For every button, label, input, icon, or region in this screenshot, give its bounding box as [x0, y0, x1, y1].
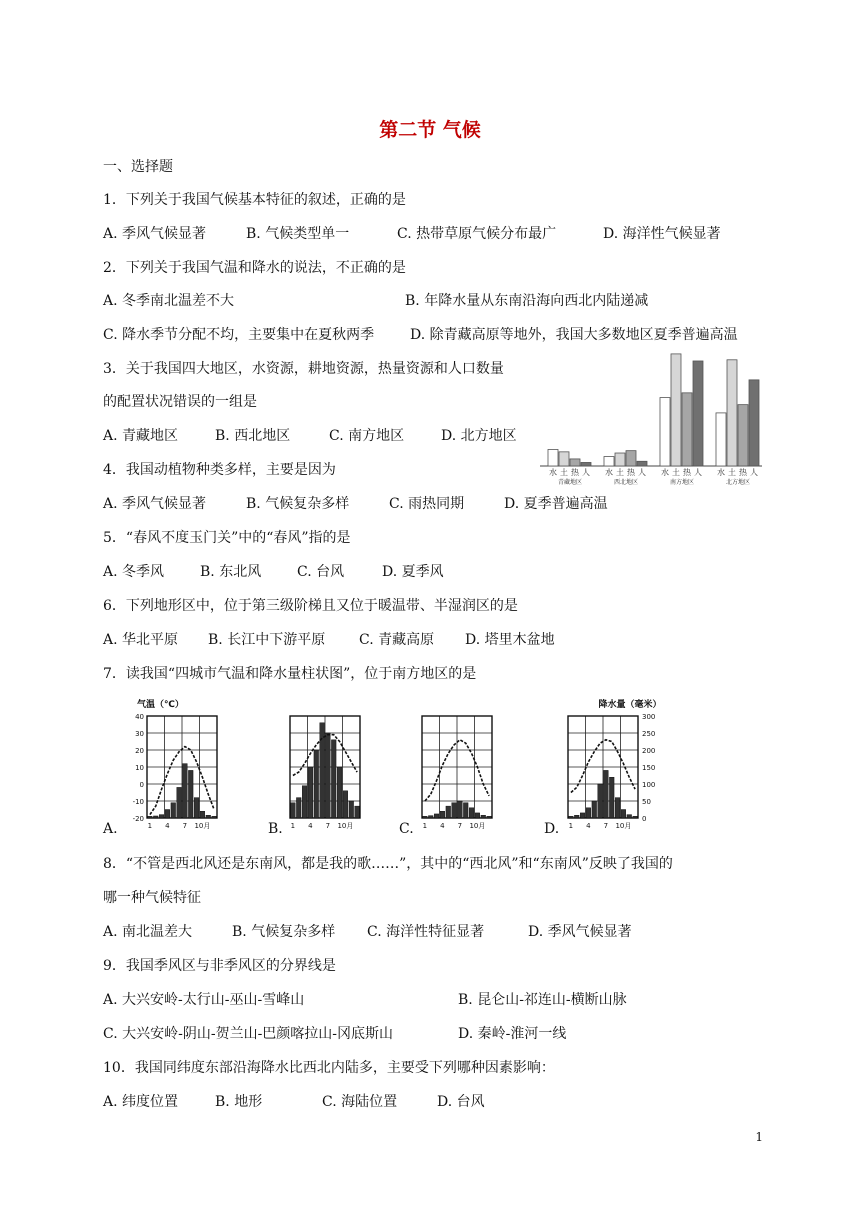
- precipitation-bar-6: [452, 803, 457, 818]
- precipitation-bar-8: [463, 803, 468, 818]
- question-2-option-d[interactable]: D. 除青藏高原等地外，我国大多数地区夏季普遍高温: [410, 327, 738, 343]
- resource-series-label: 水: [661, 468, 669, 477]
- resource-region-label: 青藏地区: [557, 479, 583, 486]
- resource-series-label: 土: [728, 468, 736, 477]
- question-8-option-d[interactable]: D. 季风气候显著: [528, 924, 632, 940]
- question-4-option-b[interactable]: B. 气候复杂多样: [246, 496, 350, 512]
- question-6-option-b[interactable]: B. 长江中下游平原: [208, 632, 326, 648]
- month-label: 7: [603, 822, 609, 830]
- question-3-stem-cont: 的配置状况错误的一组是: [103, 394, 257, 410]
- precipitation-bar-7: [183, 764, 188, 818]
- resource-bar-1-3: [637, 461, 647, 466]
- resource-bar-2-1: [671, 354, 681, 466]
- month-label: 7: [325, 822, 331, 830]
- precipitation-bar-9: [615, 798, 620, 818]
- question-3-option-c[interactable]: C. 南方地区: [329, 428, 405, 444]
- precipitation-bar-9: [194, 798, 199, 818]
- question-2-option-c[interactable]: C. 降水季节分配不均，主要集中在夏秋两季: [103, 327, 375, 343]
- resource-bar-2-0: [660, 398, 670, 466]
- question-1-option-c[interactable]: C. 热带草原气候分布最广: [397, 226, 557, 242]
- resource-series-label: 人: [638, 468, 646, 477]
- temperature-tick: 0: [139, 781, 144, 789]
- precipitation-bar-8: [331, 740, 336, 818]
- temperature-tick: 10: [135, 764, 144, 772]
- resource-bar-3-1: [727, 360, 737, 466]
- resource-series-label: 热: [627, 468, 635, 477]
- resource-region-label: 西北地区: [613, 479, 639, 486]
- precipitation-bar-3: [580, 813, 585, 818]
- question-8-option-c[interactable]: C. 海洋性特征显著: [367, 924, 485, 940]
- precipitation-tick: 300: [642, 713, 656, 721]
- resource-series-label: 水: [717, 468, 725, 477]
- resource-series-label: 热: [683, 468, 691, 477]
- question-4-option-a[interactable]: A. 季风气候显著: [103, 496, 207, 512]
- precipitation-bar-2: [574, 815, 579, 818]
- precipitation-tick: 250: [642, 730, 656, 738]
- resource-bar-1-1: [615, 453, 625, 466]
- precipitation-bar-7: [326, 733, 331, 818]
- month-label: 1: [568, 822, 574, 830]
- precipitation-tick: 0: [642, 815, 647, 823]
- precipitation-bar-3: [302, 786, 307, 818]
- precipitation-bar-1: [569, 816, 574, 818]
- precipitation-bar-3: [434, 814, 439, 818]
- month-label: 10月: [194, 822, 211, 830]
- month-label: 4: [440, 822, 445, 830]
- question-4-option-d[interactable]: D. 夏季普遍高温: [504, 496, 608, 512]
- question-9-option-d[interactable]: D. 秦岭-淮河一线: [458, 1026, 567, 1042]
- precipitation-bar-5: [592, 801, 597, 818]
- question-9-option-a[interactable]: A. 大兴安岭-太行山-巫山-雪峰山: [103, 992, 305, 1008]
- page-number: 1: [755, 1130, 763, 1144]
- question-7-option-a[interactable]: A.: [103, 821, 118, 837]
- precipitation-bar-12: [487, 816, 492, 818]
- resource-series-label: 热: [739, 468, 747, 477]
- month-label: 7: [182, 822, 188, 830]
- precipitation-bar-5: [314, 750, 319, 818]
- climate-chart-b: [282, 698, 382, 833]
- precipitation-bar-8: [188, 770, 193, 818]
- precipitation-bar-1: [291, 803, 296, 818]
- resource-bar-3-3: [749, 380, 759, 466]
- precipitation-bar-7: [604, 770, 609, 818]
- month-label: 1: [422, 822, 428, 830]
- resource-series-label: 水: [605, 468, 613, 477]
- question-9-option-b[interactable]: B. 昆仑山-祁连山-横断山脉: [458, 992, 627, 1008]
- question-7-stem: 7．读我国“四城市气温和降水量柱状图”，位于南方地区的是: [103, 666, 477, 682]
- precipitation-bar-11: [627, 815, 632, 818]
- climate-chart-d: [560, 698, 680, 833]
- question-8-option-a[interactable]: A. 南北温差大: [103, 924, 193, 940]
- resource-bar-1-2: [626, 451, 636, 466]
- resource-bar-3-0: [716, 413, 726, 466]
- precipitation-tick: 200: [642, 747, 656, 755]
- resource-series-label: 人: [750, 468, 758, 477]
- precipitation-bar-10: [343, 791, 348, 818]
- question-5-option-a[interactable]: A. 冬季风: [103, 564, 165, 580]
- question-1-option-d[interactable]: D. 海洋性气候显著: [603, 226, 721, 242]
- resource-bar-0-3: [581, 462, 591, 466]
- question-1-option-b[interactable]: B. 气候类型单一: [246, 226, 350, 242]
- question-6-stem: 6．下列地形区中，位于第三级阶梯且又位于暖温带、半湿润区的是: [103, 598, 518, 614]
- month-label: 4: [165, 822, 170, 830]
- question-6-option-d[interactable]: D. 塔里木盆地: [465, 632, 555, 648]
- resource-bar-2-3: [693, 361, 703, 466]
- month-label: 10月: [615, 822, 632, 830]
- climate-chart-a: [115, 698, 235, 833]
- precipitation-bar-2: [153, 816, 158, 818]
- question-3-option-a[interactable]: A. 青藏地区: [103, 428, 179, 444]
- question-9-stem: 9．我国季风区与非季风区的分界线是: [103, 958, 336, 974]
- month-label: 7: [457, 822, 463, 830]
- precipitation-bar-10: [200, 811, 205, 818]
- question-3-option-b[interactable]: B. 西北地区: [215, 428, 291, 444]
- resource-bar-1-0: [604, 457, 614, 466]
- question-10-option-b[interactable]: B. 地形: [215, 1094, 263, 1110]
- resource-bar-2-2: [682, 393, 692, 466]
- precipitation-bar-2: [428, 816, 433, 818]
- resource-series-label: 人: [582, 468, 590, 477]
- precipitation-bar-12: [212, 816, 217, 818]
- resource-region-label: 北方地区: [725, 479, 751, 486]
- resource-series-label: 水: [549, 468, 557, 477]
- temperature-tick: 30: [135, 730, 144, 738]
- question-5-stem: 5．“春风不度玉门关”中的“春风”指的是: [103, 530, 351, 546]
- precipitation-bar-1: [148, 816, 153, 818]
- precipitation-bar-4: [440, 811, 445, 818]
- month-label: 4: [308, 822, 313, 830]
- question-10-option-a[interactable]: A. 纬度位置: [103, 1094, 179, 1110]
- precipitation-bar-11: [349, 801, 354, 818]
- precipitation-bar-2: [296, 798, 301, 818]
- precipitation-bar-11: [206, 815, 211, 818]
- precipitation-bar-3: [159, 815, 164, 818]
- question-10-option-c[interactable]: C. 海陆位置: [322, 1094, 398, 1110]
- question-2-option-b[interactable]: B. 年降水量从东南沿海向西北内陆递减: [405, 293, 649, 309]
- resource-bar-3-2: [738, 405, 748, 466]
- page-title: 第二节 气候: [379, 119, 481, 141]
- question-8-option-b[interactable]: B. 气候复杂多样: [232, 924, 336, 940]
- question-10-option-d[interactable]: D. 台风: [437, 1094, 485, 1110]
- resource-bar-0-1: [559, 452, 569, 466]
- section-heading: 一、选择题: [103, 159, 173, 175]
- question-5-option-c[interactable]: C. 台风: [297, 564, 345, 580]
- question-1-stem: 1．下列关于我国气候基本特征的叙述，正确的是: [103, 192, 406, 208]
- question-8-stem: 8．“不管是西北风还是东南风，都是我的歌……”，其中的“西北风”和“东南风”反映了我国的: [103, 856, 673, 872]
- precipitation-bar-9: [469, 808, 474, 818]
- question-7-option-d[interactable]: D.: [544, 821, 560, 837]
- precipitation-bar-12: [633, 816, 638, 818]
- month-label: 1: [147, 822, 153, 830]
- resource-bar-chart: [540, 340, 765, 490]
- question-10-stem: 10．我国同纬度东部沿海降水比西北内陆多，主要受下列哪种因素影响：: [103, 1060, 555, 1076]
- temperature-tick: -10: [132, 798, 144, 806]
- question-5-option-d[interactable]: D. 夏季风: [382, 564, 444, 580]
- question-6-option-a[interactable]: A. 华北平原: [103, 632, 179, 648]
- question-4-option-c[interactable]: C. 雨热同期: [389, 496, 465, 512]
- resource-series-label: 土: [672, 468, 680, 477]
- climate-chart-c: [414, 698, 514, 833]
- question-3-option-d[interactable]: D. 北方地区: [441, 428, 517, 444]
- precipitation-bar-12: [355, 806, 360, 818]
- temperature-tick: 40: [135, 713, 144, 721]
- month-label: 4: [586, 822, 591, 830]
- resource-region-label: 南方地区: [669, 479, 695, 486]
- question-6-option-c[interactable]: C. 青藏高原: [359, 632, 435, 648]
- month-label: 10月: [469, 822, 486, 830]
- resource-series-label: 人: [694, 468, 702, 477]
- precipitation-bar-4: [165, 810, 170, 819]
- temperature-tick: 20: [135, 747, 144, 755]
- precipitation-tick: 150: [642, 764, 656, 772]
- precipitation-bar-4: [586, 808, 591, 818]
- resource-series-label: 土: [560, 468, 568, 477]
- precipitation-bar-8: [609, 777, 614, 818]
- precipitation-bar-11: [481, 815, 486, 818]
- precipitation-bar-9: [337, 767, 342, 818]
- precipitation-bar-6: [598, 784, 603, 818]
- precipitation-bar-4: [308, 767, 313, 818]
- resource-series-label: 土: [616, 468, 624, 477]
- question-2-stem: 2．下列关于我国气温和降水的说法，不正确的是: [103, 260, 406, 276]
- precipitation-bar-7: [458, 801, 463, 818]
- precipitation-bar-5: [446, 806, 451, 818]
- precipitation-bar-10: [621, 810, 626, 819]
- precipitation-tick: 50: [642, 798, 651, 806]
- question-7-option-b[interactable]: B.: [268, 821, 283, 837]
- precipitation-bar-6: [177, 787, 182, 818]
- question-4-stem: 4．我国动植物种类多样，主要是因为: [103, 462, 336, 478]
- question-9-option-c[interactable]: C. 大兴安岭-阴山-贺兰山-巴颜喀拉山-冈底斯山: [103, 1026, 394, 1042]
- precipitation-bar-5: [171, 803, 176, 818]
- question-8-stem-cont: 哪一种气候特征: [103, 890, 201, 906]
- precipitation-tick: 100: [642, 781, 656, 789]
- resource-bar-0-2: [570, 459, 580, 466]
- question-1-option-a[interactable]: A. 季风气候显著: [103, 226, 207, 242]
- question-2-option-a[interactable]: A. 冬季南北温差不大: [103, 293, 235, 309]
- question-7-option-c[interactable]: C.: [399, 821, 414, 837]
- precipitation-axis-label: 降水量（毫米）: [598, 700, 662, 710]
- temperature-tick: -20: [132, 815, 144, 823]
- resource-bar-0-0: [548, 449, 558, 466]
- question-3-stem: 3．关于我国四大地区，水资源，耕地资源，热量资源和人口数量: [103, 361, 504, 377]
- resource-series-label: 热: [571, 468, 579, 477]
- precipitation-bar-1: [423, 816, 428, 818]
- month-label: 1: [290, 822, 296, 830]
- precipitation-bar-10: [475, 813, 480, 818]
- temperature-axis-label: 气温（℃）: [137, 700, 184, 710]
- month-label: 10月: [337, 822, 354, 830]
- question-5-option-b[interactable]: B. 东北风: [200, 564, 262, 580]
